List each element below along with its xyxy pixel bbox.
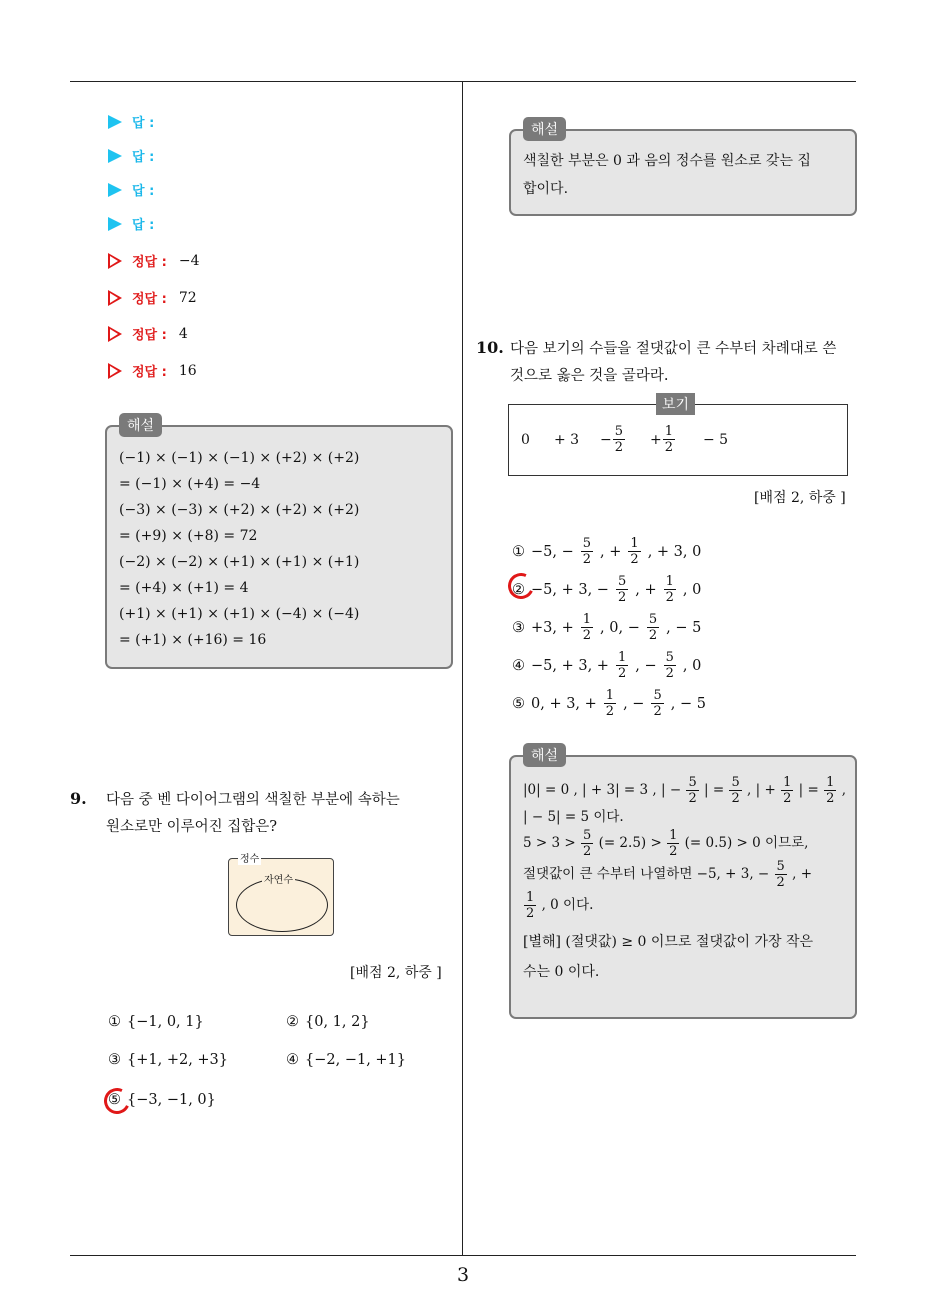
correct-answer-value: −4 (178, 252, 200, 269)
choice-2[interactable] (286, 1014, 370, 1030)
choice-text: , − 5 (666, 619, 702, 636)
denominator: 2 (669, 844, 678, 859)
question-text (106, 787, 400, 841)
numerator: 1 (582, 612, 592, 627)
explanation-line: 수는 0 이다. (523, 964, 600, 980)
choice-number: ③ (108, 1052, 121, 1068)
text: , | + (747, 782, 776, 798)
explanation-line: (−1) × (−1) × (−1) × (+2) × (+2) (119, 450, 360, 466)
text: 5 > 3 > (523, 835, 576, 851)
choice-text: −5, + 3, + (531, 657, 609, 674)
numerator: 1 (630, 536, 639, 551)
fraction (613, 424, 625, 455)
choice-number: ② (512, 581, 525, 598)
fraction (604, 688, 616, 719)
question-number: 9. (70, 789, 87, 808)
choice-number: ① (512, 543, 525, 560)
numerator: 5 (617, 574, 627, 589)
venn-inner-set (236, 878, 328, 932)
explanation-body (511, 757, 855, 997)
denominator: 2 (614, 440, 624, 455)
choice-text: {−2, −1, +1} (305, 1052, 407, 1068)
choice-text: {−3, −1, 0} (127, 1092, 216, 1108)
explanation-line: 색칠한 부분은 0 과 음의 정수를 원소로 갖는 집 (523, 153, 811, 169)
text: , (841, 782, 846, 798)
bogi-item: 0 (521, 432, 530, 448)
numerator: 5 (582, 536, 592, 551)
numerator: 1 (605, 688, 615, 703)
explanation-line: (−3) × (−3) × (+2) × (+2) × (+2) (119, 502, 360, 518)
choice-text: −5, − (531, 543, 574, 560)
explanation-box (509, 122, 857, 216)
choice-text: −5, + 3, − (531, 581, 609, 598)
choice-number: ② (286, 1014, 299, 1030)
correct-answer-line (108, 324, 188, 343)
choice-2[interactable] (512, 574, 701, 605)
denominator: 2 (776, 875, 785, 890)
explanation-tag: 해설 (523, 743, 566, 767)
denominator: 2 (526, 906, 535, 921)
explanation-line (523, 775, 846, 806)
choice-number: ⑤ (512, 695, 525, 712)
text: 절댓값이 큰 수부터 나열하면 −5, + 3, − (523, 866, 770, 882)
explanation-tag: 해설 (523, 117, 566, 141)
explanation-line: 합이다. (523, 181, 569, 197)
column-divider (462, 82, 463, 1256)
explanation-line: | − 5| = 5 이다. (523, 809, 624, 825)
triangle-icon (108, 217, 122, 231)
triangle-icon (108, 149, 122, 163)
choice-number: ④ (286, 1052, 299, 1068)
denominator: 2 (617, 666, 627, 681)
explanation-line: = (+4) × (+1) = 4 (119, 580, 249, 596)
numerator: 5 (582, 828, 592, 843)
correct-answer-line (108, 288, 197, 307)
denominator: 2 (826, 791, 835, 806)
denominator: 2 (617, 590, 627, 605)
choice-3[interactable] (512, 612, 701, 643)
fraction (524, 890, 536, 921)
choice-number: ③ (512, 619, 525, 636)
triangle-outline-icon (108, 290, 122, 306)
choice-5[interactable] (512, 688, 706, 719)
fraction (775, 859, 787, 890)
numerator: 5 (776, 859, 785, 874)
fraction (628, 536, 640, 567)
explanation-line (523, 828, 841, 859)
question-text-line: 다음 중 벤 다이어그램의 색칠한 부분에 속하는 (106, 792, 400, 808)
denominator: 2 (653, 704, 662, 719)
explanation-body (107, 427, 451, 663)
denominator: 2 (688, 791, 697, 806)
choice-number: ⑤ (108, 1092, 121, 1108)
denominator: 2 (783, 791, 792, 806)
answer-line (108, 180, 154, 199)
correct-answer-value: 4 (178, 325, 188, 342)
denominator: 2 (648, 628, 658, 643)
explanation-line: = (+9) × (+8) = 72 (119, 528, 258, 544)
denominator: 2 (731, 791, 740, 806)
denominator: 2 (665, 666, 674, 681)
fraction (686, 775, 698, 806)
correct-answer-label: 정답 : (132, 365, 167, 380)
question-text-line: 원소로만 이루어진 집합은? (106, 819, 278, 835)
correct-answer-line (108, 361, 197, 380)
choice-text: , − 5 (670, 695, 706, 712)
fraction (824, 775, 836, 806)
choice-text: 0, + 3, + (531, 695, 597, 712)
choice-text: , 0 (682, 657, 702, 674)
numerator: 1 (617, 650, 627, 665)
numerator: 1 (526, 890, 535, 905)
explanation-tag: 해설 (119, 413, 162, 437)
fraction (729, 775, 741, 806)
denominator: 2 (582, 844, 592, 859)
correct-answer-label: 정답 : (132, 255, 167, 270)
question-text-line: 다음 보기의 수들을 절댓값이 큰 수부터 차례대로 쓴 (510, 341, 837, 357)
triangle-outline-icon (108, 326, 122, 342)
choice-text: {−1, 0, 1} (127, 1014, 204, 1030)
answer-line (108, 214, 154, 233)
explanation-box (509, 748, 857, 1019)
numerator: 5 (688, 775, 697, 790)
page-number: 3 (456, 1264, 470, 1286)
correct-answer-label: 정답 : (132, 328, 167, 343)
triangle-icon (108, 115, 122, 129)
top-rule (70, 81, 856, 82)
numerator: 5 (648, 612, 658, 627)
choice-text: , 0, − (600, 619, 640, 636)
denominator: 2 (665, 590, 674, 605)
choice-text: , + (635, 581, 657, 598)
numerator: 1 (664, 424, 674, 439)
choice-3[interactable] (108, 1052, 228, 1068)
text: (= 0.5) > 0 이므로, (684, 835, 809, 851)
fraction (581, 828, 593, 859)
numerator: 5 (614, 424, 624, 439)
choice-text: , + (600, 543, 622, 560)
denominator: 2 (582, 552, 592, 567)
answer-label: 답 : (132, 116, 155, 131)
choice-text: , + 3, 0 (647, 543, 702, 560)
text: |0| = 0 , | + 3| = 3 , | − (523, 782, 682, 798)
numerator: 1 (826, 775, 835, 790)
answer-label: 답 : (132, 150, 155, 165)
denominator: 2 (664, 440, 674, 455)
answer-label: 답 : (132, 218, 155, 233)
numerator: 5 (653, 688, 662, 703)
fraction (663, 424, 675, 455)
bogi-item: + 3 (554, 432, 580, 448)
choice-number: ① (108, 1014, 121, 1030)
choice-1[interactable] (512, 536, 701, 567)
sign: + (650, 431, 662, 448)
fraction (647, 612, 659, 643)
correct-answer-label: 정답 : (132, 292, 167, 307)
numerator: 1 (665, 574, 674, 589)
triangle-icon (108, 183, 122, 197)
text: | = (798, 782, 819, 798)
question-number: 10. (476, 338, 504, 357)
choice-text: {0, 1, 2} (305, 1014, 370, 1030)
fraction (616, 650, 628, 681)
venn-inner-label: 자연수 (262, 871, 295, 886)
denominator: 2 (582, 628, 592, 643)
fraction (664, 574, 676, 605)
explanation-line: (−2) × (−2) × (+1) × (+1) × (+1) (119, 554, 360, 570)
numerator: 5 (731, 775, 740, 790)
bottom-rule (70, 1255, 856, 1256)
choice-4[interactable] (512, 650, 701, 681)
score-label: [배점 2, 하중 ] (350, 965, 442, 981)
choice-number: ④ (512, 657, 525, 674)
answer-line (108, 112, 154, 131)
fraction (667, 828, 679, 859)
triangle-outline-icon (108, 253, 122, 269)
fraction (781, 775, 793, 806)
score-label: [배점 2, 하중 ] (754, 490, 846, 506)
choice-text: +3, + (531, 619, 574, 636)
sign: − (600, 431, 612, 448)
choice-text: , 0 (682, 581, 702, 598)
text: | = (704, 782, 725, 798)
correct-answer-line (108, 251, 199, 270)
bogi-item (650, 424, 676, 455)
triangle-outline-icon (108, 363, 122, 379)
numerator: 1 (783, 775, 792, 790)
bogi-tag: 보기 (656, 393, 695, 415)
selected-answer-mark (100, 1084, 133, 1117)
explanation-line (523, 859, 841, 890)
venn-outer-label: 정수 (238, 850, 261, 865)
explanation-line: = (−1) × (+4) = −4 (119, 476, 261, 492)
question-text (510, 336, 836, 390)
bogi-item: − 5 (703, 432, 729, 448)
fraction (581, 612, 593, 643)
explanation-line: (+1) × (+1) × (+1) × (−4) × (−4) (119, 606, 360, 622)
explanation-line (523, 890, 841, 921)
fraction (664, 650, 676, 681)
fraction (581, 536, 593, 567)
answer-label: 답 : (132, 184, 155, 199)
denominator: 2 (605, 704, 615, 719)
bogi-item (600, 424, 626, 455)
explanation-line: [별해] (절댓값) ≥ 0 이므로 절댓값이 가장 작은 (523, 934, 814, 950)
explanation-line: = (+1) × (+16) = 16 (119, 632, 267, 648)
choice-1[interactable] (108, 1014, 204, 1030)
denominator: 2 (630, 552, 639, 567)
text: (= 2.5) > (598, 835, 662, 851)
choice-text: {+1, +2, +3} (127, 1052, 229, 1068)
fraction (651, 688, 663, 719)
numerator: 5 (665, 650, 674, 665)
choice-text: , − (635, 657, 657, 674)
explanation-box (105, 418, 453, 669)
choice-text: , − (623, 695, 645, 712)
text: , + (792, 866, 813, 882)
fraction (616, 574, 628, 605)
correct-answer-value: 16 (178, 362, 197, 379)
explanation-body (511, 131, 855, 213)
question-text-line: 것으로 옳은 것을 골라라. (510, 368, 669, 384)
correct-answer-value: 72 (178, 289, 197, 306)
numerator: 1 (669, 828, 678, 843)
answer-line (108, 146, 154, 165)
text: , 0 이다. (541, 897, 594, 913)
choice-4[interactable] (286, 1052, 406, 1068)
